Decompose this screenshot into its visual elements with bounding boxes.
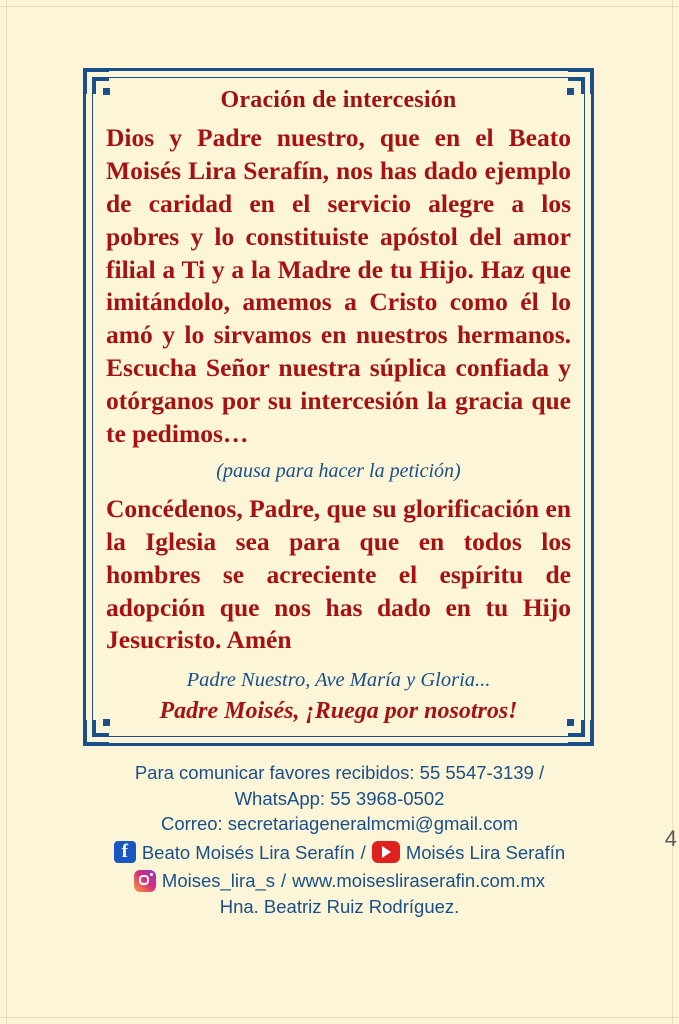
prayer-body [106,87,571,725]
page-number: 4 [664,826,677,851]
instagram-label[interactable]: Moises_lira_s [161,870,276,892]
website-label[interactable]: www.moisesliraserafin.com.mx [292,870,546,892]
social-line-instagram-website [60,868,619,894]
footer-email-line: Correo: secretariageneralmcmi@gmail.com [160,813,519,835]
page-edge-right [672,0,673,1024]
invocation-line: Padre Moisés, ¡Ruega por nosotros! [159,698,518,725]
facebook-label[interactable]: Beato Moisés Lira Serafín [141,841,355,863]
youtube-label[interactable]: Moisés Lira Serafín [405,841,566,863]
footer-responsible-line: Hna. Beatriz Ruiz Rodríguez. [219,895,460,917]
instagram-icon[interactable] [134,870,156,892]
prayer-title: Oración de intercesión [220,87,457,113]
social-separator-2: / [281,870,287,892]
social-separator-1: / [360,841,366,863]
social-line-facebook-youtube [60,840,619,866]
prayer-pause-note: (pausa para hacer la petición) [216,459,461,482]
prayer-paragraph-1: Dios y Padre nuestro, que en el Beato Moisés Lira Serafín, nos has dado ejemplo de caridad en el servicio alegre a los pobres y lo constituiste apóstol del amor filial a Ti y a la Madre de tu Hijo. Haz que imitándolo, amemos a Cristo como él lo amó y lo sirvamos en nuestros hermanos. Escucha Señor nuestra súplica confiada y otórganos por su intercesión la gracia que te pedimos… [106,123,571,449]
footer-contact-line-2: WhatsApp: 55 3968-0502 [234,787,445,809]
footer-contact-block [60,760,619,919]
prayer-paragraph-2: Concédenos, Padre, que su glorificación en la Iglesia sea para que en todos los hombres se acreciente el espíritu de adopción que nos has dado en tu Hijo Jesucristo. Amén [106,493,571,655]
page-edge-bottom [0,1017,679,1018]
youtube-icon[interactable] [372,841,400,863]
closing-prayers-line: Padre Nuestro, Ave María y Gloria... [186,669,491,692]
prayer-frame [83,68,594,746]
page-edge-left [6,0,7,1024]
facebook-icon[interactable] [114,841,136,863]
page-edge-top [0,6,679,7]
footer-contact-line-1: Para comunicar favores recibidos: 55 5547-3139 / [134,762,545,783]
